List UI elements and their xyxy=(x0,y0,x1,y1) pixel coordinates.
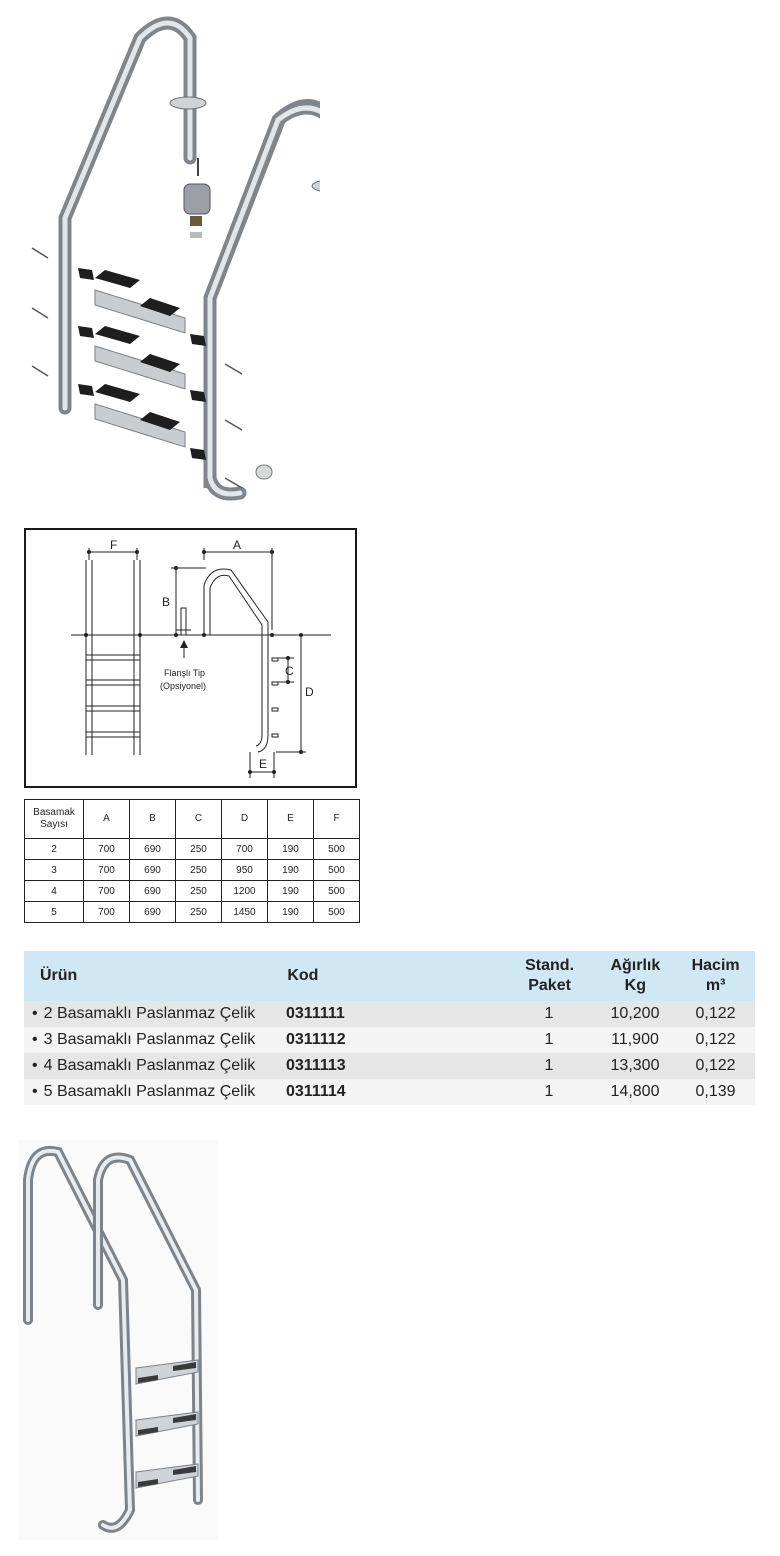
product-volume: 0,122 xyxy=(695,1031,736,1048)
product-weight: 10,200 xyxy=(610,1005,660,1022)
dim-cell: 250 xyxy=(176,902,222,923)
dim-cell: 690 xyxy=(130,839,176,860)
product-table-header xyxy=(24,951,755,1001)
dim-cell: 3 xyxy=(25,860,84,881)
dim-cell: 700 xyxy=(84,860,130,881)
label-f: F xyxy=(110,538,118,552)
product-stand: 1 xyxy=(544,1005,554,1022)
product-stand: 1 xyxy=(544,1083,554,1100)
label-a: A xyxy=(233,538,242,552)
product-code: 0311113 xyxy=(286,1057,346,1074)
product-name: • 2 Basamaklı Paslanmaz Çelik xyxy=(32,1005,256,1022)
product-stand: 1 xyxy=(544,1031,554,1048)
dim-header: D xyxy=(222,800,268,839)
step-3 xyxy=(78,384,206,460)
dim-cell: 250 xyxy=(176,881,222,902)
product-code: 0311112 xyxy=(286,1031,346,1048)
product-volume: 0,139 xyxy=(695,1083,736,1100)
ladder-product-photo xyxy=(18,1140,218,1540)
product-row xyxy=(24,1053,755,1079)
label-c: C xyxy=(285,664,294,678)
dim-cell: 500 xyxy=(314,881,360,902)
header-agirlik: Ağırlık Kg xyxy=(610,957,661,994)
dim-header: E xyxy=(268,800,314,839)
product-row xyxy=(24,1079,755,1105)
end-cap xyxy=(256,465,272,479)
technical-drawing xyxy=(24,528,357,788)
product-code: 0311111 xyxy=(286,1005,345,1022)
dim-row xyxy=(25,839,360,860)
flange-note-line1: Flanşlı Tip xyxy=(164,668,206,678)
dim-cell: 5 xyxy=(25,902,84,923)
flange-note-line2: (Opsiyonel) xyxy=(160,681,207,691)
dim-cell: 500 xyxy=(314,902,360,923)
dim-cell: 700 xyxy=(84,881,130,902)
photo-step-1 xyxy=(136,1360,198,1384)
product-weight: 11,900 xyxy=(611,1031,659,1048)
product-volume: 0,122 xyxy=(695,1057,736,1074)
dim-cell: 500 xyxy=(314,839,360,860)
left-handrail xyxy=(65,23,190,408)
product-table xyxy=(24,951,755,1105)
header-stand: Stand. Paket xyxy=(525,957,575,994)
dim-cell: 690 xyxy=(130,881,176,902)
product-name: • 4 Basamaklı Paslanmaz Çelik xyxy=(32,1057,256,1074)
dim-cell: 500 xyxy=(314,860,360,881)
product-name: • 3 Basamaklı Paslanmaz Çelik xyxy=(32,1031,256,1048)
dim-cell: 700 xyxy=(222,839,268,860)
dim-cell: 250 xyxy=(176,839,222,860)
header-hacim: Hacim m³ xyxy=(691,957,740,994)
dim-cell: 690 xyxy=(130,902,176,923)
product-code: 0311114 xyxy=(286,1083,346,1100)
dim-cell: 2 xyxy=(25,839,84,860)
product-volume: 0,122 xyxy=(695,1005,736,1022)
product-row xyxy=(24,1001,755,1027)
label-b: B xyxy=(162,595,171,609)
product-stand: 1 xyxy=(544,1057,554,1074)
dim-header: C xyxy=(176,800,222,839)
dim-row xyxy=(25,902,360,923)
dimension-table xyxy=(24,799,360,923)
dim-cell: 700 xyxy=(84,902,130,923)
dim-header: F xyxy=(314,800,360,839)
exploded-ladder-illustration xyxy=(20,8,320,503)
dim-header: B xyxy=(130,800,176,839)
dim-header: A xyxy=(84,800,130,839)
product-row xyxy=(24,1027,755,1053)
label-d: D xyxy=(305,685,314,699)
header-urun: Ürün xyxy=(40,967,78,984)
dim-cell: 950 xyxy=(222,860,268,881)
dim-cell: 190 xyxy=(268,839,314,860)
flange-right xyxy=(312,180,320,192)
dim-cell: 1200 xyxy=(222,881,268,902)
dim-cell: 190 xyxy=(268,902,314,923)
photo-step-2 xyxy=(136,1412,198,1436)
product-weight: 14,800 xyxy=(610,1083,660,1100)
dim-header-steps: Basamak Sayısı xyxy=(25,800,84,839)
photo-step-3 xyxy=(136,1464,198,1488)
dim-cell: 690 xyxy=(130,860,176,881)
dim-cell: 1450 xyxy=(222,902,268,923)
product-name: • 5 Basamaklı Paslanmaz Çelik xyxy=(32,1083,256,1100)
dim-cell: 700 xyxy=(84,839,130,860)
anchor-left xyxy=(184,158,210,238)
label-e: E xyxy=(259,757,268,771)
dim-cell: 250 xyxy=(176,860,222,881)
dim-row xyxy=(25,881,360,902)
header-kod: Kod xyxy=(287,967,319,984)
dim-cell: 190 xyxy=(268,881,314,902)
dim-cell: 190 xyxy=(268,860,314,881)
dim-cell: 4 xyxy=(25,881,84,902)
product-weight: 13,300 xyxy=(610,1057,660,1074)
dim-row xyxy=(25,860,360,881)
flange-left xyxy=(170,97,206,109)
